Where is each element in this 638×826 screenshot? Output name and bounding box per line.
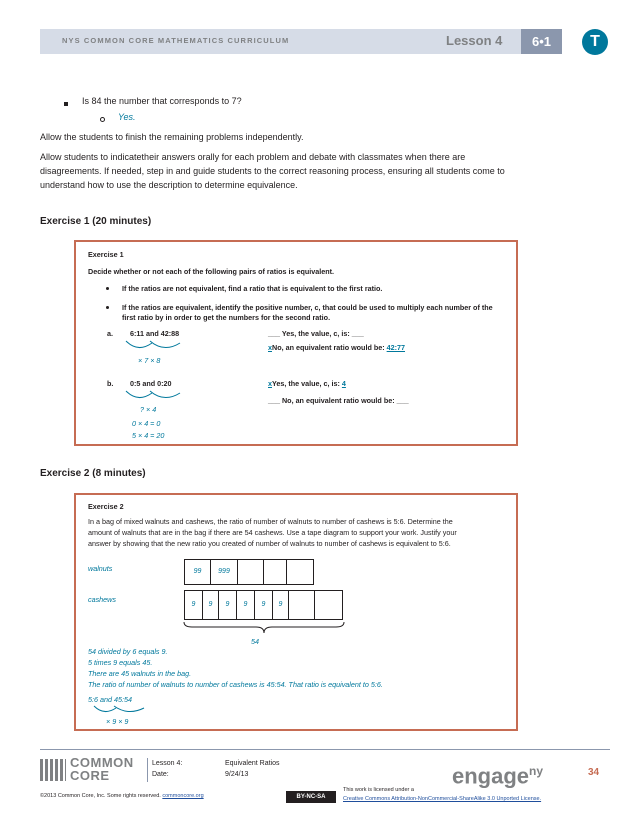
grade-badge: 6•1 bbox=[521, 29, 562, 54]
total-label: 54 bbox=[251, 637, 259, 646]
footer-divider bbox=[40, 749, 610, 750]
cashew-tape-cell: 9 bbox=[218, 590, 237, 620]
part-b-no-option: ___ No, an equivalent ratio would be: ___ bbox=[268, 396, 409, 405]
teacher-badge: T bbox=[582, 29, 608, 55]
part-a-ratio: 6:11 and 42:88 bbox=[130, 329, 180, 338]
logo-text-top: COMMON bbox=[70, 755, 134, 770]
cc-license-badge[interactable]: BY-NC-SA bbox=[286, 791, 336, 803]
answer-line-1: 54 divided by 6 equals 9. bbox=[88, 647, 168, 656]
license-link[interactable]: Creative Commons Attribution-NonCommercial-ShareAlike 3.0 Unported License. bbox=[343, 796, 542, 802]
cashew-tape-cell: 9 bbox=[254, 590, 273, 620]
curriculum-title: NYS COMMON CORE MATHEMATICS CURRICULUM bbox=[62, 36, 290, 45]
part-b-ratio: 0:5 and 0:20 bbox=[130, 379, 172, 388]
engageny-logo: engage$^{ny}$ bbox=[452, 763, 544, 789]
common-core-logo-icon bbox=[40, 759, 66, 781]
answer-line-3: There are 45 walnuts in the bag. bbox=[88, 669, 192, 678]
exercise-2-heading: Exercise 2 (8 minutes) bbox=[40, 468, 146, 479]
page-number: 34 bbox=[588, 767, 600, 778]
intro-paragraph-2-line-1: Allow students to indicatetheir answers orally for each problem and debate with classmates when there are bbox=[40, 152, 466, 162]
exercise-1-bullet-2-line-1: If the ratios are equivalent, identify the positive number, c, that could be used to multiply each number of the bbox=[122, 303, 493, 312]
footer-separator bbox=[147, 758, 148, 782]
cashew-tape-cell: 9 bbox=[184, 590, 203, 620]
intro-paragraph-2-line-3: understand how to use the description to determine equivalence. bbox=[40, 180, 298, 190]
footer-lesson-value: Equivalent Ratios bbox=[225, 760, 280, 767]
exercise-2-text-line-2: amount of walnuts that are in the bag if there are 54 cashews. Use a tape diagram to support your work. Justify your bbox=[88, 528, 457, 537]
part-b-multipliers: ? × 4 bbox=[140, 405, 157, 414]
exercise-2-text-line-1: In a bag of mixed walnuts and cashews, the ratio of number of walnuts to number of cashews is 5:6. Determine the bbox=[88, 517, 453, 526]
sub-bullet-icon bbox=[100, 117, 105, 122]
license-text-line-1: This work is licensed under a bbox=[343, 787, 414, 793]
bullet-icon bbox=[64, 102, 68, 106]
part-a-arrows bbox=[124, 339, 184, 355]
exercise-1-instruction: Decide whether or not each of the following pairs of ratios is equivalent. bbox=[88, 267, 335, 276]
part-a-no-option: xNo, an equivalent ratio would be: 42:77 bbox=[268, 343, 406, 352]
exercise-2-title: Exercise 2 bbox=[88, 502, 124, 511]
lesson-label: Lesson 4 bbox=[446, 33, 503, 48]
walnut-tape-cell bbox=[263, 559, 287, 585]
answer-line-4: The ratio of number of walnuts to number of cashews is 45:54. That ratio is equivalent to 5:6. bbox=[88, 680, 383, 689]
intro-question: Is 84 the number that corresponds to 7? bbox=[82, 96, 242, 106]
footer-date-label: Date: bbox=[152, 771, 169, 778]
cashew-tape-cell: 9 bbox=[272, 590, 289, 620]
exercise-2-text-line-3: answer by showing that the new ratio you created of number of walnuts to number of cashews is equivalent to 5:6. bbox=[88, 539, 451, 548]
part-a-yes-option: ___ Yes, the value, c, is: ___ bbox=[268, 329, 364, 338]
part-b-label: b. bbox=[107, 379, 114, 388]
walnuts-label: walnuts bbox=[88, 564, 113, 573]
part-b-work-2: 5 × 4 = 20 bbox=[132, 431, 165, 440]
copyright-text: ©2013 Common Core, Inc. Some rights reserved. commoncore.org bbox=[40, 793, 204, 799]
cashew-tape-cell: 9 bbox=[202, 590, 219, 620]
cashew-tape-cell: 9 bbox=[236, 590, 255, 620]
answer-line-5: 5:6 and 45:54 bbox=[88, 695, 132, 704]
logo-text-bottom: CORE bbox=[70, 768, 110, 783]
intro-paragraph-1: Allow the students to finish the remaining problems independently. bbox=[40, 132, 304, 142]
walnut-tape-cell: 999 bbox=[210, 559, 238, 585]
exercise-2-multipliers: × 9 × 9 bbox=[106, 717, 129, 726]
walnut-tape-cell bbox=[237, 559, 264, 585]
footer-lesson-label: Lesson 4: bbox=[152, 760, 183, 767]
exercise-1-title: Exercise 1 bbox=[88, 250, 124, 259]
walnut-tape-cell bbox=[286, 559, 314, 585]
exercise-1-heading: Exercise 1 (20 minutes) bbox=[40, 216, 152, 227]
cashews-label: cashews bbox=[88, 595, 116, 604]
total-brace bbox=[182, 621, 347, 635]
footer-date-value: 9/24/13 bbox=[225, 771, 249, 778]
answer-line-2: 5 times 9 equals 45. bbox=[88, 658, 153, 667]
part-a-label: a. bbox=[107, 329, 113, 338]
bullet-icon bbox=[106, 287, 109, 290]
part-b-yes-option: xYes, the value, c, is: 4 bbox=[268, 379, 346, 388]
intro-paragraph-2-line-2: disagreements. If needed, step in and guide students to the correct reasoning process, ensuring all students come to bbox=[40, 166, 505, 176]
walnut-tape-cell: 99 bbox=[184, 559, 211, 585]
cashew-tape-cell bbox=[314, 590, 343, 620]
intro-answer: Yes. bbox=[118, 112, 136, 122]
part-b-arrows bbox=[124, 389, 184, 405]
exercise-1-bullet-1: If the ratios are not equivalent, find a ratio that is equivalent to the first ratio. bbox=[122, 284, 383, 293]
part-a-multipliers: × 7 × 8 bbox=[138, 356, 161, 365]
bullet-icon bbox=[106, 306, 109, 309]
cashew-tape-cell bbox=[288, 590, 315, 620]
exercise-1-bullet-2-line-2: first ratio by in order to get the numbers for the second ratio. bbox=[122, 313, 331, 322]
part-b-work-1: 0 × 4 = 0 bbox=[132, 419, 161, 428]
